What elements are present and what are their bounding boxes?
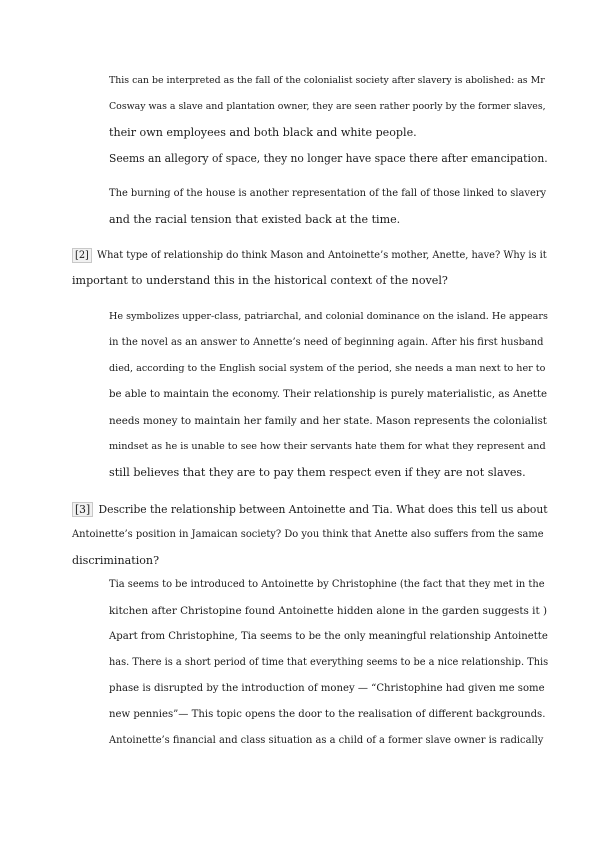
answer-line: Tia seems to be introduced to Antoinette by Christophine (the fact that they met in the	[109, 579, 545, 590]
answer-line: still believes that they are to pay them respect even if they are not slaves.	[109, 466, 526, 479]
answer-line: new pennies”— This topic opens the door to the realisation of different backgrounds.	[109, 709, 546, 720]
question-2-line: important to understand this in the historical context of the novel?	[72, 274, 448, 287]
answer-line: Apart from Christophine, Tia seems to be the only meaningful relationship Antoinette	[109, 631, 548, 642]
question-3-number: [3]	[72, 502, 93, 517]
answer-line: died, according to the English social system of the period, she needs a man next to her to	[109, 363, 546, 374]
question-3-line	[72, 502, 548, 517]
answer-line: has. There is a short period of time that everything seems to be a nice relationship. This	[109, 657, 549, 668]
question-2-line	[72, 248, 547, 263]
text-line: their own employees and both black and white people.	[109, 126, 417, 139]
text-line: Cosway was a slave and plantation owner, they are seen rather poorly by the former slaves,	[109, 101, 546, 112]
answer-line: phase is disrupted by the introduction of money — “Christophine had given me some	[109, 683, 545, 694]
answer-line: Antoinette’s financial and class situation as a child of a former slave owner is radically	[109, 735, 544, 746]
answer-line: be able to maintain the economy. Their relationship is purely materialistic, as Anette	[109, 389, 548, 400]
answer-line: mindset as he is unable to see how their servants hate them for what they represent and	[109, 441, 546, 452]
answer-line: needs money to maintain her family and her state. Mason represents the colonialist	[109, 415, 547, 427]
answer-line: He symbolizes upper-class, patriarchal, and colonial dominance on the island. He appears	[109, 311, 548, 322]
text-line: Seems an allegory of space, they no longer have space there after emancipation.	[109, 152, 548, 165]
text-line: and the racial tension that existed back at the time.	[109, 213, 401, 226]
question-2-text: What type of relationship do think Mason and Antoinette’s mother, Anette, have? Why is it	[97, 250, 547, 261]
question-3-text: Describe the relationship between Antoinette and Tia. What does this tell us about	[98, 503, 548, 516]
answer-line: kitchen after Christopine found Antoinette hidden alone in the garden suggests it )	[109, 605, 548, 617]
answer-line: in the novel as an answer to Annette’s need of beginning again. After his first husband	[109, 337, 544, 348]
text-line: This can be interpreted as the fall of the colonialist society after slavery is abolished: as Mr	[109, 75, 545, 86]
question-2-number: [2]	[72, 248, 92, 263]
question-3-line: Antoinette’s position in Jamaican society? Do you think that Anette also suffers from the same	[72, 529, 544, 540]
text-line: The burning of the house is another representation of the fall of those linked to slavery	[109, 188, 547, 199]
question-3-line: discrimination?	[72, 554, 160, 567]
